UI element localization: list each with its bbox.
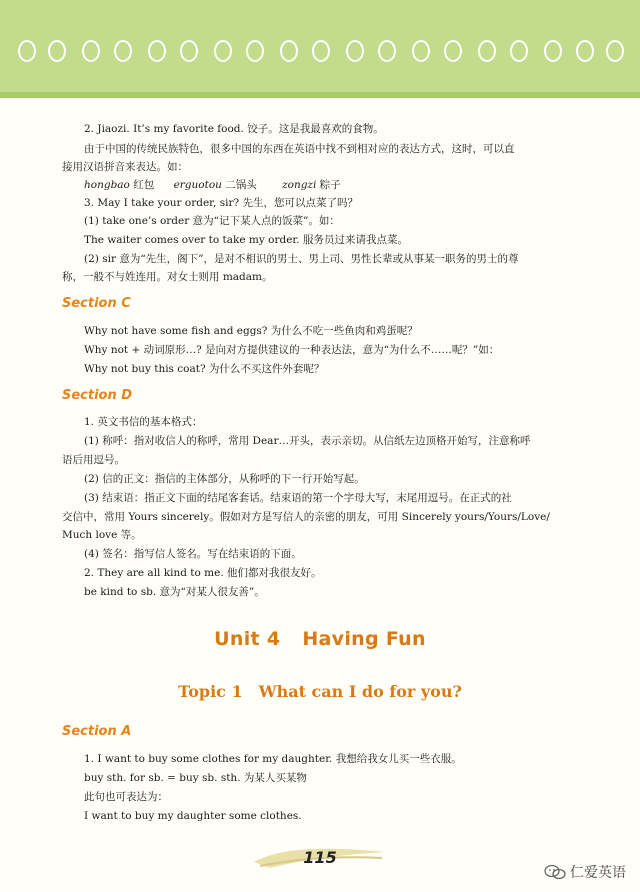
section-a-heading: Section A xyxy=(62,724,132,739)
ring-icon xyxy=(180,40,198,62)
wechat-icon xyxy=(544,864,566,880)
page-number-badge xyxy=(250,842,390,872)
section-d-line-1: 1. 英文书信的基本格式： xyxy=(84,416,203,428)
page-number: 115 xyxy=(303,848,337,867)
ring-icon xyxy=(48,40,66,62)
content-line-8: (2) sir 意为“先生，阁下”，是对不相识的男士、男上司、男性长辈或从事某一职务的男士的尊 xyxy=(84,253,519,265)
unit-title: Unit 4 Having Fun xyxy=(214,628,426,650)
section-d-line-6: 交信中，常用 Yours sincerely。假如对方是写信人的亲密的朋友，可用 Sincerely yours/Yours/Love/ xyxy=(62,511,550,523)
section-d-line-5: (3) 结束语：指正文下面的结尾客套话。结束语的第一个字母大写，末尾用逗号。在正式的社 xyxy=(84,492,512,504)
section-c-heading: Section C xyxy=(62,296,131,311)
section-c-line-2: Why not + 动词原形…? 是向对方提供建议的一种表达法，意为“为什么不……呢？”如： xyxy=(84,344,500,356)
ring-icon xyxy=(378,40,396,62)
watermark xyxy=(544,862,626,882)
section-d-line-7: Much love 等。 xyxy=(62,529,142,541)
ring-icon xyxy=(478,40,496,62)
ring-icon xyxy=(214,40,232,62)
section-a-line-3: 此句也可表达为： xyxy=(84,791,168,803)
section-c-line-3: Why not buy this coat? 为什么不买这件外套呢？ xyxy=(84,363,325,375)
header-band xyxy=(0,0,640,98)
ring-icon xyxy=(312,40,330,62)
decorative-rings xyxy=(0,40,640,70)
content-line-6: (1) take one’s order 意为“记下某人点的饭菜”。如： xyxy=(84,215,340,227)
ring-icon xyxy=(280,40,298,62)
ring-icon xyxy=(18,40,36,62)
ring-icon xyxy=(576,40,594,62)
topic-title: Topic 1 What can I do for you? xyxy=(178,682,462,701)
content-line-2: 由于中国的传统民族特色，很多中国的东西在英语中找不到相对应的表达方式，这时，可以直 xyxy=(84,143,515,155)
section-d-line-10: be kind to sb. 意为“对某人很友善”。 xyxy=(84,586,265,598)
ring-icon xyxy=(346,40,364,62)
content-line-5: 3. May I take your order, sir? 先生，您可以点菜了吗？ xyxy=(84,197,358,209)
section-c-line-1: Why not have some fish and eggs? 为什么不吃一些鱼肉和鸡蛋呢？ xyxy=(84,325,418,337)
content-line-9: 称，一般不与姓连用。对女士则用 madam。 xyxy=(62,271,273,283)
ring-icon xyxy=(510,40,528,62)
section-d-line-9: 2. They are all kind to me. 他们都对我很友好。 xyxy=(84,567,322,579)
ring-icon xyxy=(114,40,132,62)
section-d-line-4: (2) 信的正文：指信的主体部分，从称呼的下一行开始写起。 xyxy=(84,473,365,485)
section-d-line-8: (4) 签名：指写信人签名。写在结束语的下面。 xyxy=(84,548,302,560)
content-line-1: 2. Jiaozi. It’s my favorite food. 饺子。这是我最喜欢的食物。 xyxy=(84,123,384,135)
ring-icon xyxy=(246,40,264,62)
section-d-line-3: 语后用逗号。 xyxy=(62,454,125,466)
section-d-line-2: (1) 称呼：指对收信人的称呼，常用 Dear…开头，表示亲切。从信纸左边顶格开始写，注意称呼 xyxy=(84,435,531,447)
watermark-text: 仁爱英语 xyxy=(570,865,626,881)
ring-icon xyxy=(444,40,462,62)
section-a-line-4: I want to buy my daughter some clothes. xyxy=(84,810,302,822)
content-line-3: 接用汉语拼音来表达。如： xyxy=(62,161,188,173)
ring-icon xyxy=(606,40,624,62)
pinyin-examples: hongbao 红包 erguotou 二锅头 zongzi 粽子 xyxy=(84,179,341,191)
ring-icon xyxy=(148,40,166,62)
content-line-7: The waiter comes over to take my order. 服务员过来请我点菜。 xyxy=(84,234,408,246)
ring-icon xyxy=(82,40,100,62)
ring-icon xyxy=(544,40,562,62)
section-d-heading: Section D xyxy=(62,388,133,403)
ring-icon xyxy=(412,40,430,62)
section-a-line-2: buy sth. for sb. = buy sb. sth. 为某人买某物 xyxy=(84,772,307,784)
section-a-line-1: 1. I want to buy some clothes for my daughter. 我想给我女儿买一些衣服。 xyxy=(84,753,462,765)
